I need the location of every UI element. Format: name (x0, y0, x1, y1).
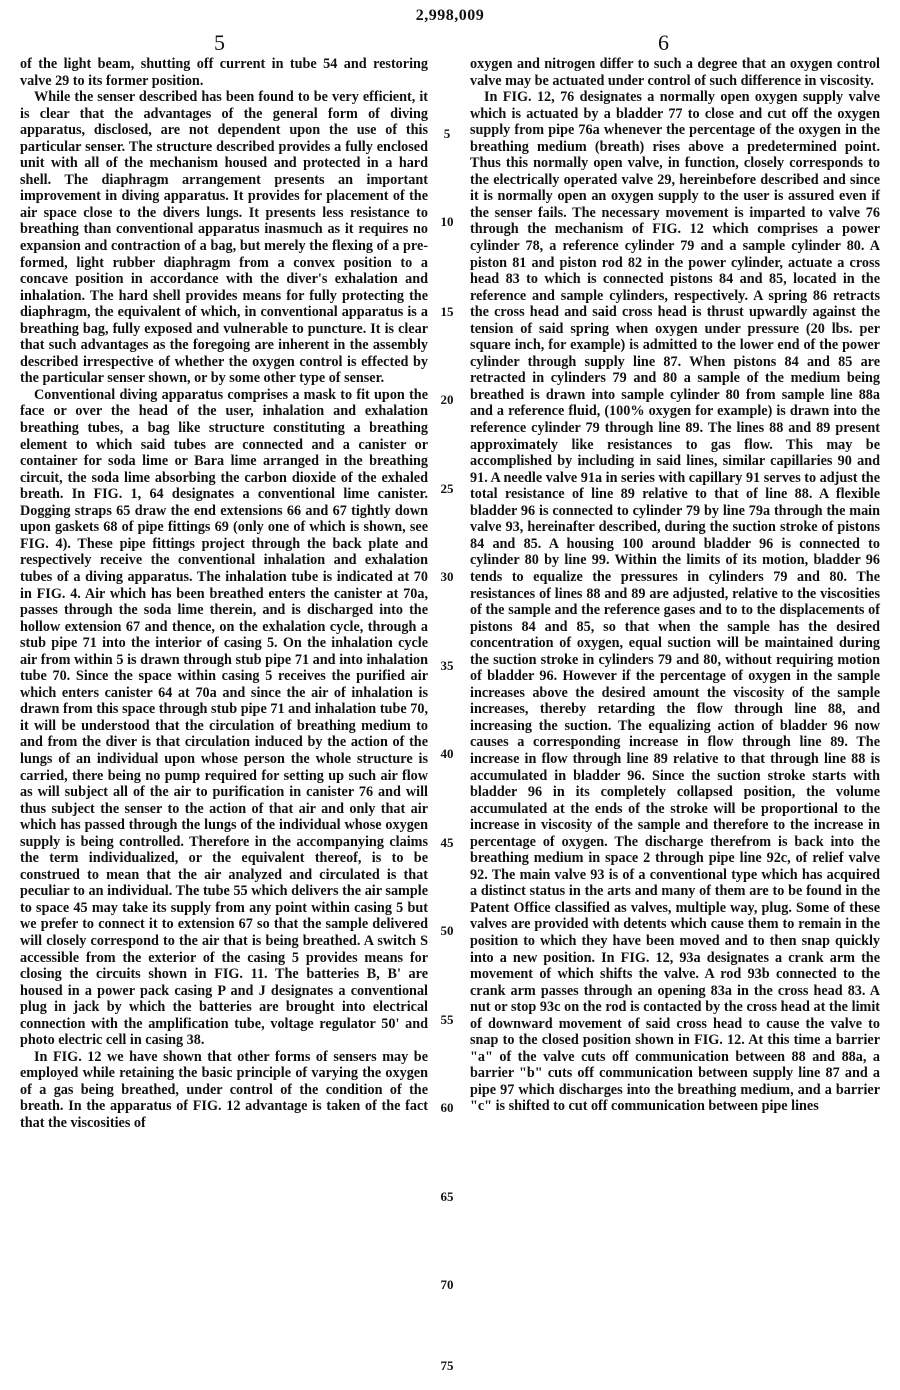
line-number: 45 (440, 835, 454, 850)
line-number: 60 (440, 1100, 454, 1115)
line-number: 10 (440, 214, 454, 229)
line-number: 30 (440, 569, 454, 584)
line-number-gutter (432, 0, 462, 1390)
left-paragraph: Conventional diving apparatus comprises a mask to fit upon the face or over the head of the user, inhalation and exhalation breathing tubes, a bag like structure constituting a breathing element to which said tubes are connected and a canister or container for soda lime or Bara lime arranged in the breathing circuit, the soda lime absorbing the carbon dioxide of the exhaled breath. In FIG. 1, 64 designates a conventional lime canister. Dogging straps 65 draw the end extensions 66 and 67 tightly down upon gaskets 68 of pipe fittings 69 (only one of which is shown, see FIG. 4). These pipe fittings project through the back plate and respectively receive the conventional inhalation and exhalation tubes of a diving apparatus. The inhalation tube is indicated at 70 in FIG. 4. Air which has been breathed enters the canister at 70a, passes through the soda lime therein, and is discharged into the hollow extension 67 and thence, on the exhalation cycle, through a stub pipe 71 into the interior of casing 5. On the inhalation cycle air from within 5 is drawn through stub pipe 71 and into inhalation tube 70. Since the space within casing 5 receives the purified air which enters canister 64 at 70a and since the air of inhalation is drawn from this space through stub pipe 71 and inhalation tube 70, it will be understood that the circulation of breathing medium to and from the diver is that circulation induced by the action of the lungs of an individual upon whose person the whole structure is carried, there being no pump required for setting up such air flow as will subject all of the air to purification in canister 76 and will thus subject the senser to the action of that air and only that air which has passed through the lungs of the individual whose oxygen supply is being controlled. Therefore in the accompanying claims the term individualized, or the equivalent thereof, is to be construed to mean that the air analyzed and circulated is that peculiar to an individual. The tube 55 which delivers the air sample to space 45 may take its supply from any point within casing 5 but we prefer to connect it to extension 67 so that the sample delivered will closely correspond to the air that is being breathed. A switch S accessible from the exterior of the casing 5 provides means for closing the circuits shown in FIG. 11. The batteries B, B' are housed in a power pack casing P and J designates a conventional plug in jack by which the batteries are brought into electrical connection with the amplification tube, voltage regulator 50' and photo electric cell in casing 38. (20, 386, 428, 1049)
line-number: 75 (440, 1358, 454, 1373)
right-paragraph: oxygen and nitrogen differ to such a degree that an oxygen control valve may be actuated under control of such difference in viscosity. (470, 56, 880, 89)
line-number: 55 (440, 1012, 454, 1027)
line-number: 70 (440, 1277, 454, 1292)
left-paragraph: of the light beam, shutting off current in tube 54 and restoring valve 29 to its former position. (20, 56, 428, 89)
right-paragraph: In FIG. 12, 76 designates a normally open oxygen supply valve which is actuated by a bladder 77 to close and cut off the oxygen supply from pipe 76a whenever the percentage of the oxygen in the breathing medium (breath) rises above a predetermined point. Thus this normally open valve, in function, closely corresponds to the electrically operated valve 29, hereinbefore described and since it is normally open an oxygen supply to the user is assured even if the senser fails. The necessary movement is imparted to valve 76 through the mechanism of FIG. 12 which comprises a power cylinder 78, a reference cylinder 79 and a sample cylinder 80. A piston 81 and piston rod 82 in the power cylinder, actuate a cross head 83 to which is connected pistons 84 and 85, located in the reference and sample cylinders, respectively. A spring 86 retracts the cross head and said cross head is thrust upwardly against the tension of said spring when oxygen under pressure (20 lbs. per square inch, for example) is admitted to the lower end of the power cylinder through supply line 87. When pistons 84 and 85 are retracted in cylinders 79 and 80 a sample of the medium being breathed is drawn into sample cylinder 80 from sample line 88a and a reference fluid, (100% oxygen for example) is drawn into the reference cylinder 79 through line 89. The lines 88 and 89 present approximately like resistances to gas flow. This may be accomplished by including in said lines, similar capillaries 90 and 91. A needle valve 91a in series with capillary 91 serves to adjust the total resistance of line 89 relative to that of line 88. A flexible bladder 96 is connected to cylinder 79 by line 79a through the main valve 93, hereinafter described, during the suction stroke of pistons 84 and 85. A housing 100 around bladder 96 is connected to cylinder 80 by line 99. Within the limits of its motion, bladder 96 tends to equalize the pressures in cylinders 79 and 80. The resistances of lines 88 and 89 are adjusted, relative to the viscosities of the sample and the reference gases and to to the displacements of pistons 84 and 85, so that when the sample has the desired concentration of oxygen, equal suction will be maintained during the suction stroke in cylinders 79 and 80, without requiring motion of bladder 96. However if the percentage of oxygen in the sample increases above the desired amount the viscosity of the sample increases, thereby retarding the flow through line 88, and increasing the suction. The equalizing action of bladder 96 now causes a corresponding increase in flow through line 89. The increase in flow through line 89 relative to that through line 88 is accumulated in bladder 96. Since the suction stroke starts with bladder 96 in its completely collapsed position, the volume accumulated at the ends of the stroke will be proportional to the increase in viscosity of the sample and therefore to the increase in percentage of oxygen. The discharge therefrom is back into the breathing medium in space 2 through pipe line 92c, of relief valve 92. The main valve 93 is of a conventional type which has acquired a distinct status in the arts and many of them are to be found in the Patent Office classified as valves, multiple way, plug. Some of these valves are provided with detents which cause them to remain in the position to which they have been moved and to then snap quickly into a new position. In FIG. 12, 93a designates a crank arm the movement of which shifts the valve. A rod 93b connected to the crank arm passes through an opening 83a in the cross head 83. A nut or stop 93c on the rod is contacted by the cross head at the limit of downward movement of said cross head to cause the valve to snap to the closed position shown in FIG. 12. At this time a barrier "a" of the valve cuts off communication between 88 and 88a, a barrier "b" cuts off communication between supply line 87 and a pipe 97 which discharges into the breathing medium, and a barrier "c" is shifted to cut off communication between pipe lines (470, 89, 880, 1115)
left-column (20, 56, 428, 1132)
right-column-number: 6 (658, 30, 669, 55)
line-number: 50 (440, 923, 454, 938)
left-paragraph: While the senser described has been found to be very efficient, it is clear that the advantages of the general form of diving apparatus, disclosed, are not dependent upon the use of this particular senser. The structure described provides a fully enclosed unit with all of the mechanism housed and protected in a hard shell. The diaphragm arrangement presents an important improvement in diving apparatus. It provides for placement of the air space close to the divers lungs. It presents less resistance to breathing than conventional apparatus inasmuch as it requires no expansion and contraction of a bag, but merely the flexing of a pre-formed, light rubber diaphragm from a convex position to a concave position in accordance with the diver's exhalation and inhalation. The hard shell provides means for fully protecting the diaphragm, the equivalent of which, in conventional apparatus is a breathing bag, fully exposed and vulnerable to puncture. It is clear that such advantages as the foregoing are inherent in the assembly described irrespective of whether the oxygen control is effected by the particular senser shown, or by some other type of senser. (20, 89, 428, 387)
left-column-number: 5 (214, 30, 225, 55)
line-number: 35 (440, 658, 454, 673)
line-number: 15 (440, 304, 454, 319)
line-number: 25 (440, 481, 454, 496)
line-number: 65 (440, 1189, 454, 1204)
patent-number: 2,998,009 (415, 7, 485, 24)
line-number: 40 (440, 746, 454, 761)
line-number: 20 (440, 392, 454, 407)
right-column (470, 56, 880, 1115)
left-paragraph: In FIG. 12 we have shown that other forms of sensers may be employed while retaining the basic principle of varying the oxygen of a gas being breathed, under control of the condition of the breath. In the apparatus of FIG. 12 advantage is taken of the fact that the viscosities of (20, 1048, 428, 1131)
line-number: 5 (443, 126, 451, 141)
